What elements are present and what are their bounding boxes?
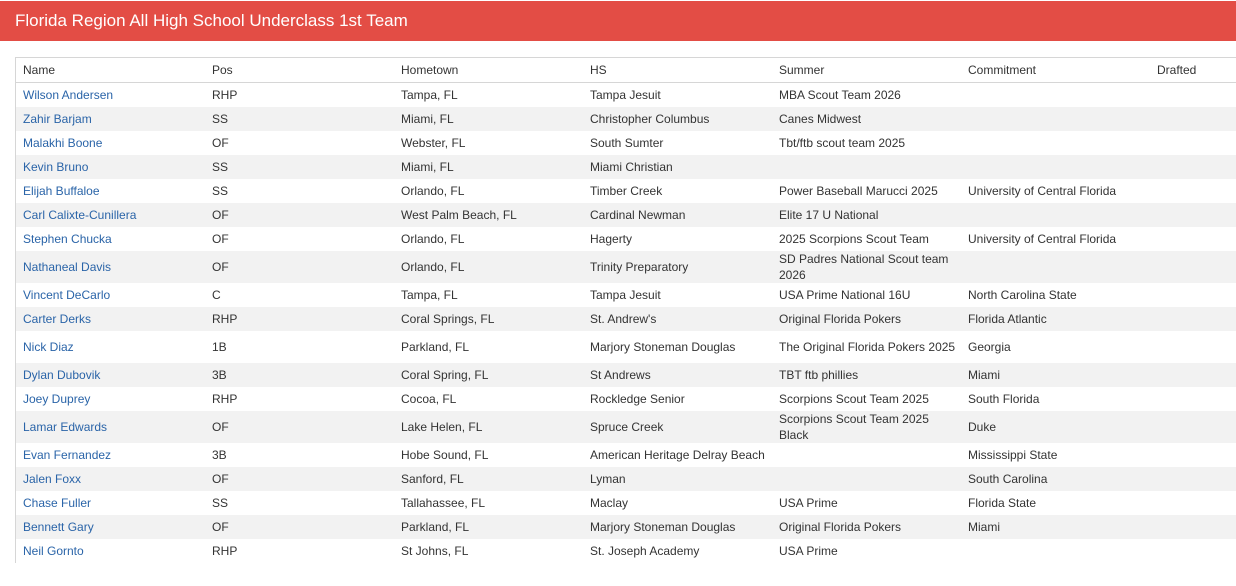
high-school-cell: Maclay	[583, 491, 772, 515]
commitment-cell	[961, 203, 1150, 227]
commitment-cell: South Florida	[961, 387, 1150, 411]
high-school-cell: Hagerty	[583, 227, 772, 251]
roster-table	[16, 58, 1236, 563]
commitment-cell: Florida Atlantic	[961, 307, 1150, 331]
summer-team-cell: Original Florida Pokers	[772, 307, 961, 331]
column-header-summer[interactable]: Summer	[772, 58, 961, 83]
table-row	[16, 283, 1236, 307]
table-row	[16, 443, 1236, 467]
commitment-cell: Duke	[961, 411, 1150, 443]
table-header-row	[16, 58, 1236, 83]
hometown-cell: Coral Spring, FL	[394, 363, 583, 387]
drafted-cell	[1150, 411, 1236, 443]
drafted-cell	[1150, 107, 1236, 131]
drafted-cell	[1150, 467, 1236, 491]
high-school-cell: Tampa Jesuit	[583, 283, 772, 307]
drafted-cell	[1150, 179, 1236, 203]
table-row	[16, 307, 1236, 331]
high-school-cell: Rockledge Senior	[583, 387, 772, 411]
high-school-cell: St. Joseph Academy	[583, 539, 772, 563]
high-school-cell: Marjory Stoneman Douglas	[583, 331, 772, 363]
position-cell: RHP	[205, 83, 394, 108]
table-row	[16, 227, 1236, 251]
table-row	[16, 131, 1236, 155]
commitment-cell: Miami	[961, 515, 1150, 539]
summer-team-cell: USA Prime	[772, 539, 961, 563]
summer-team-cell	[772, 467, 961, 491]
commitment-cell	[961, 155, 1150, 179]
page-title-banner	[0, 1, 1236, 41]
table-row	[16, 107, 1236, 131]
player-name-link[interactable]: Joey Duprey	[16, 387, 205, 411]
drafted-cell	[1150, 131, 1236, 155]
table-row	[16, 387, 1236, 411]
hometown-cell: Lake Helen, FL	[394, 411, 583, 443]
summer-team-cell: Scorpions Scout Team 2025	[772, 387, 961, 411]
column-header-commitment[interactable]: Commitment	[961, 58, 1150, 83]
commitment-cell	[961, 539, 1150, 563]
hometown-cell: Tampa, FL	[394, 83, 583, 108]
hometown-cell: Parkland, FL	[394, 331, 583, 363]
hometown-cell: Miami, FL	[394, 107, 583, 131]
high-school-cell: Cardinal Newman	[583, 203, 772, 227]
position-cell: OF	[205, 515, 394, 539]
commitment-cell: University of Central Florida	[961, 179, 1150, 203]
drafted-cell	[1150, 363, 1236, 387]
summer-team-cell	[772, 155, 961, 179]
player-name-link[interactable]: Evan Fernandez	[16, 443, 205, 467]
drafted-cell	[1150, 251, 1236, 283]
player-name-link[interactable]: Lamar Edwards	[16, 411, 205, 443]
table-row	[16, 203, 1236, 227]
commitment-cell: South Carolina	[961, 467, 1150, 491]
high-school-cell: Marjory Stoneman Douglas	[583, 515, 772, 539]
player-name-link[interactable]: Zahir Barjam	[16, 107, 205, 131]
summer-team-cell: Original Florida Pokers	[772, 515, 961, 539]
drafted-cell	[1150, 443, 1236, 467]
position-cell: 1B	[205, 331, 394, 363]
column-header-pos[interactable]: Pos	[205, 58, 394, 83]
hometown-cell: West Palm Beach, FL	[394, 203, 583, 227]
position-cell: OF	[205, 131, 394, 155]
hometown-cell: Sanford, FL	[394, 467, 583, 491]
drafted-cell	[1150, 491, 1236, 515]
drafted-cell	[1150, 307, 1236, 331]
roster-table-container	[15, 57, 1236, 563]
position-cell: OF	[205, 251, 394, 283]
player-name-link[interactable]: Vincent DeCarlo	[16, 283, 205, 307]
table-row	[16, 363, 1236, 387]
drafted-cell	[1150, 203, 1236, 227]
table-row	[16, 411, 1236, 443]
hometown-cell: Miami, FL	[394, 155, 583, 179]
summer-team-cell	[772, 443, 961, 467]
summer-team-cell: The Original Florida Pokers 2025	[772, 331, 961, 363]
summer-team-cell: TBT ftb phillies	[772, 363, 961, 387]
position-cell: 3B	[205, 443, 394, 467]
column-header-hometown[interactable]: Hometown	[394, 58, 583, 83]
table-row	[16, 251, 1236, 283]
drafted-cell	[1150, 227, 1236, 251]
commitment-cell: Georgia	[961, 331, 1150, 363]
commitment-cell	[961, 107, 1150, 131]
hometown-cell: Orlando, FL	[394, 179, 583, 203]
position-cell: OF	[205, 411, 394, 443]
high-school-cell: Lyman	[583, 467, 772, 491]
commitment-cell	[961, 83, 1150, 108]
player-name-link[interactable]: Wilson Andersen	[16, 83, 205, 108]
high-school-cell: South Sumter	[583, 131, 772, 155]
table-row	[16, 155, 1236, 179]
position-cell: RHP	[205, 387, 394, 411]
position-cell: SS	[205, 179, 394, 203]
player-name-link[interactable]: Nathaneal Davis	[16, 251, 205, 283]
table-row	[16, 515, 1236, 539]
table-row	[16, 331, 1236, 363]
player-name-link[interactable]: Jalen Foxx	[16, 467, 205, 491]
hometown-cell: St Johns, FL	[394, 539, 583, 563]
hometown-cell: Hobe Sound, FL	[394, 443, 583, 467]
player-name-link[interactable]: Malakhi Boone	[16, 131, 205, 155]
summer-team-cell: SD Padres National Scout team 2026	[772, 251, 961, 283]
high-school-cell: American Heritage Delray Beach	[583, 443, 772, 467]
player-name-link[interactable]: Kevin Bruno	[16, 155, 205, 179]
column-header-drafted[interactable]: Drafted	[1150, 58, 1236, 83]
summer-team-cell: Elite 17 U National	[772, 203, 961, 227]
page-title: Florida Region All High School Underclass 1st Team	[15, 11, 408, 30]
summer-team-cell: Power Baseball Marucci 2025	[772, 179, 961, 203]
high-school-cell: St. Andrew's	[583, 307, 772, 331]
table-row	[16, 491, 1236, 515]
commitment-cell: Miami	[961, 363, 1150, 387]
player-name-link[interactable]: Elijah Buffaloe	[16, 179, 205, 203]
commitment-cell: University of Central Florida	[961, 227, 1150, 251]
commitment-cell: Mississippi State	[961, 443, 1150, 467]
hometown-cell: Coral Springs, FL	[394, 307, 583, 331]
position-cell: OF	[205, 467, 394, 491]
hometown-cell: Tampa, FL	[394, 283, 583, 307]
hometown-cell: Orlando, FL	[394, 227, 583, 251]
player-name-link[interactable]: Dylan Dubovik	[16, 363, 205, 387]
summer-team-cell: USA Prime	[772, 491, 961, 515]
hometown-cell: Orlando, FL	[394, 251, 583, 283]
high-school-cell: Trinity Preparatory	[583, 251, 772, 283]
table-row	[16, 539, 1236, 563]
high-school-cell: Tampa Jesuit	[583, 83, 772, 108]
high-school-cell: Timber Creek	[583, 179, 772, 203]
drafted-cell	[1150, 515, 1236, 539]
drafted-cell	[1150, 155, 1236, 179]
summer-team-cell: Canes Midwest	[772, 107, 961, 131]
high-school-cell: Spruce Creek	[583, 411, 772, 443]
drafted-cell	[1150, 83, 1236, 108]
position-cell: RHP	[205, 539, 394, 563]
summer-team-cell: Tbt/ftb scout team 2025	[772, 131, 961, 155]
hometown-cell: Cocoa, FL	[394, 387, 583, 411]
summer-team-cell: Scorpions Scout Team 2025 Black	[772, 411, 961, 443]
drafted-cell	[1150, 283, 1236, 307]
drafted-cell	[1150, 331, 1236, 363]
player-name-link[interactable]: Neil Gornto	[16, 539, 205, 563]
column-header-hs[interactable]: HS	[583, 58, 772, 83]
summer-team-cell: 2025 Scorpions Scout Team	[772, 227, 961, 251]
hometown-cell: Tallahassee, FL	[394, 491, 583, 515]
table-row	[16, 83, 1236, 108]
commitment-cell: Florida State	[961, 491, 1150, 515]
summer-team-cell: USA Prime National 16U	[772, 283, 961, 307]
position-cell: 3B	[205, 363, 394, 387]
player-name-link[interactable]: Carter Derks	[16, 307, 205, 331]
position-cell: OF	[205, 203, 394, 227]
position-cell: SS	[205, 491, 394, 515]
commitment-cell	[961, 131, 1150, 155]
position-cell: C	[205, 283, 394, 307]
position-cell: SS	[205, 155, 394, 179]
player-name-link[interactable]: Chase Fuller	[16, 491, 205, 515]
drafted-cell	[1150, 539, 1236, 563]
position-cell: SS	[205, 107, 394, 131]
high-school-cell: Miami Christian	[583, 155, 772, 179]
hometown-cell: Webster, FL	[394, 131, 583, 155]
summer-team-cell: MBA Scout Team 2026	[772, 83, 961, 108]
commitment-cell: North Carolina State	[961, 283, 1150, 307]
commitment-cell	[961, 251, 1150, 283]
player-name-link[interactable]: Bennett Gary	[16, 515, 205, 539]
table-row	[16, 467, 1236, 491]
position-cell: RHP	[205, 307, 394, 331]
player-name-link[interactable]: Carl Calixte-Cunillera	[16, 203, 205, 227]
column-header-name[interactable]: Name	[16, 58, 205, 83]
drafted-cell	[1150, 387, 1236, 411]
table-row	[16, 179, 1236, 203]
high-school-cell: St Andrews	[583, 363, 772, 387]
hometown-cell: Parkland, FL	[394, 515, 583, 539]
high-school-cell: Christopher Columbus	[583, 107, 772, 131]
position-cell: OF	[205, 227, 394, 251]
player-name-link[interactable]: Stephen Chucka	[16, 227, 205, 251]
player-name-link[interactable]: Nick Diaz	[16, 331, 205, 363]
